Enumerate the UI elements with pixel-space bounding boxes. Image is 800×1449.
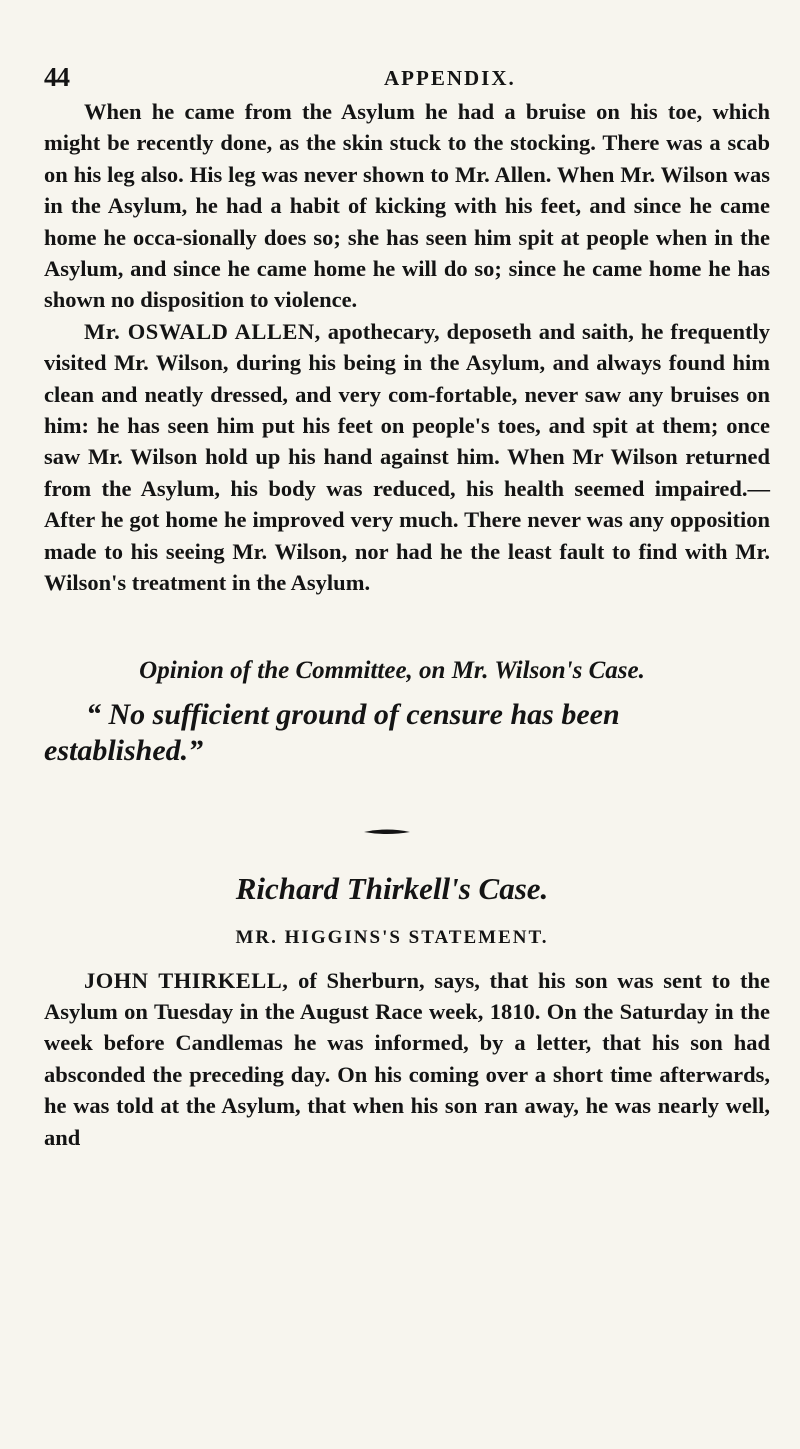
page-number: 44 xyxy=(44,62,69,92)
statement-heading: MR. HIGGINS'S STATEMENT. xyxy=(235,926,549,948)
deposition-text: apothecary, deposeth and saith, he frequently visited Mr. Wilson, during his being in the Asylum, and always found him clean and neatly dressed, and very com-fortable, never saw any bruises on him: he has seen him put his feet on people's toes, and spit at them; once saw Mr. Wilson hold up his hand against him. When Mr Wilson returned from the Asylum, his body was reduced, his health seemed impaired.— After he got home he improved very much. There never was any opposition made to his seeing Mr. Wilson, nor had he the least fault to find with Mr. Wilson's treatment in the Asylum. xyxy=(44,318,771,596)
paragraph-wilson-condition: When he came from the Asylum he had a bruise on his toe, which might be recently done, as the skin stuck to the stocking. There was a scab on his leg also. His leg was never shown to Mr. Allen. When Mr. Wilson was in the Asylum, he had a habit of kicking with his feet, and since he came home he occa-sionally does so; she has seen him spit at people when in the Asylum, and since he came home he will do so; since he came home he has shown no disposition to violence. xyxy=(44,99,770,313)
case-heading: Richard Thirkell's Case. xyxy=(235,870,549,906)
paragraph-thirkell-statement xyxy=(44,965,770,1153)
statement-text: of Sherburn, says, that his son was sent to the Asylum on Tuesday in the August Race week, 1810. On the Saturday in the week before Candlemas he was informed, by a letter, that his son had absconded the preceding day. On his coming over a short time afterwards, he was told at the Asylum, that when his son ran away, he was nearly well, and xyxy=(44,967,771,1150)
running-head-title: APPENDIX. xyxy=(384,66,516,90)
witness-name: JOHN THIRKELL, xyxy=(84,967,289,993)
paragraph-allen-deposition xyxy=(44,316,770,599)
committee-verdict: “ No sufficient ground of censure has been established.” xyxy=(44,697,620,767)
running-head xyxy=(44,44,770,96)
ornamental-rule-icon xyxy=(364,827,410,837)
opinion-heading: Opinion of the Committee, on Mr. Wilson's Case. xyxy=(139,656,645,684)
section-divider xyxy=(364,827,410,837)
deponent-name: Mr. OSWALD ALLEN, xyxy=(84,318,321,344)
